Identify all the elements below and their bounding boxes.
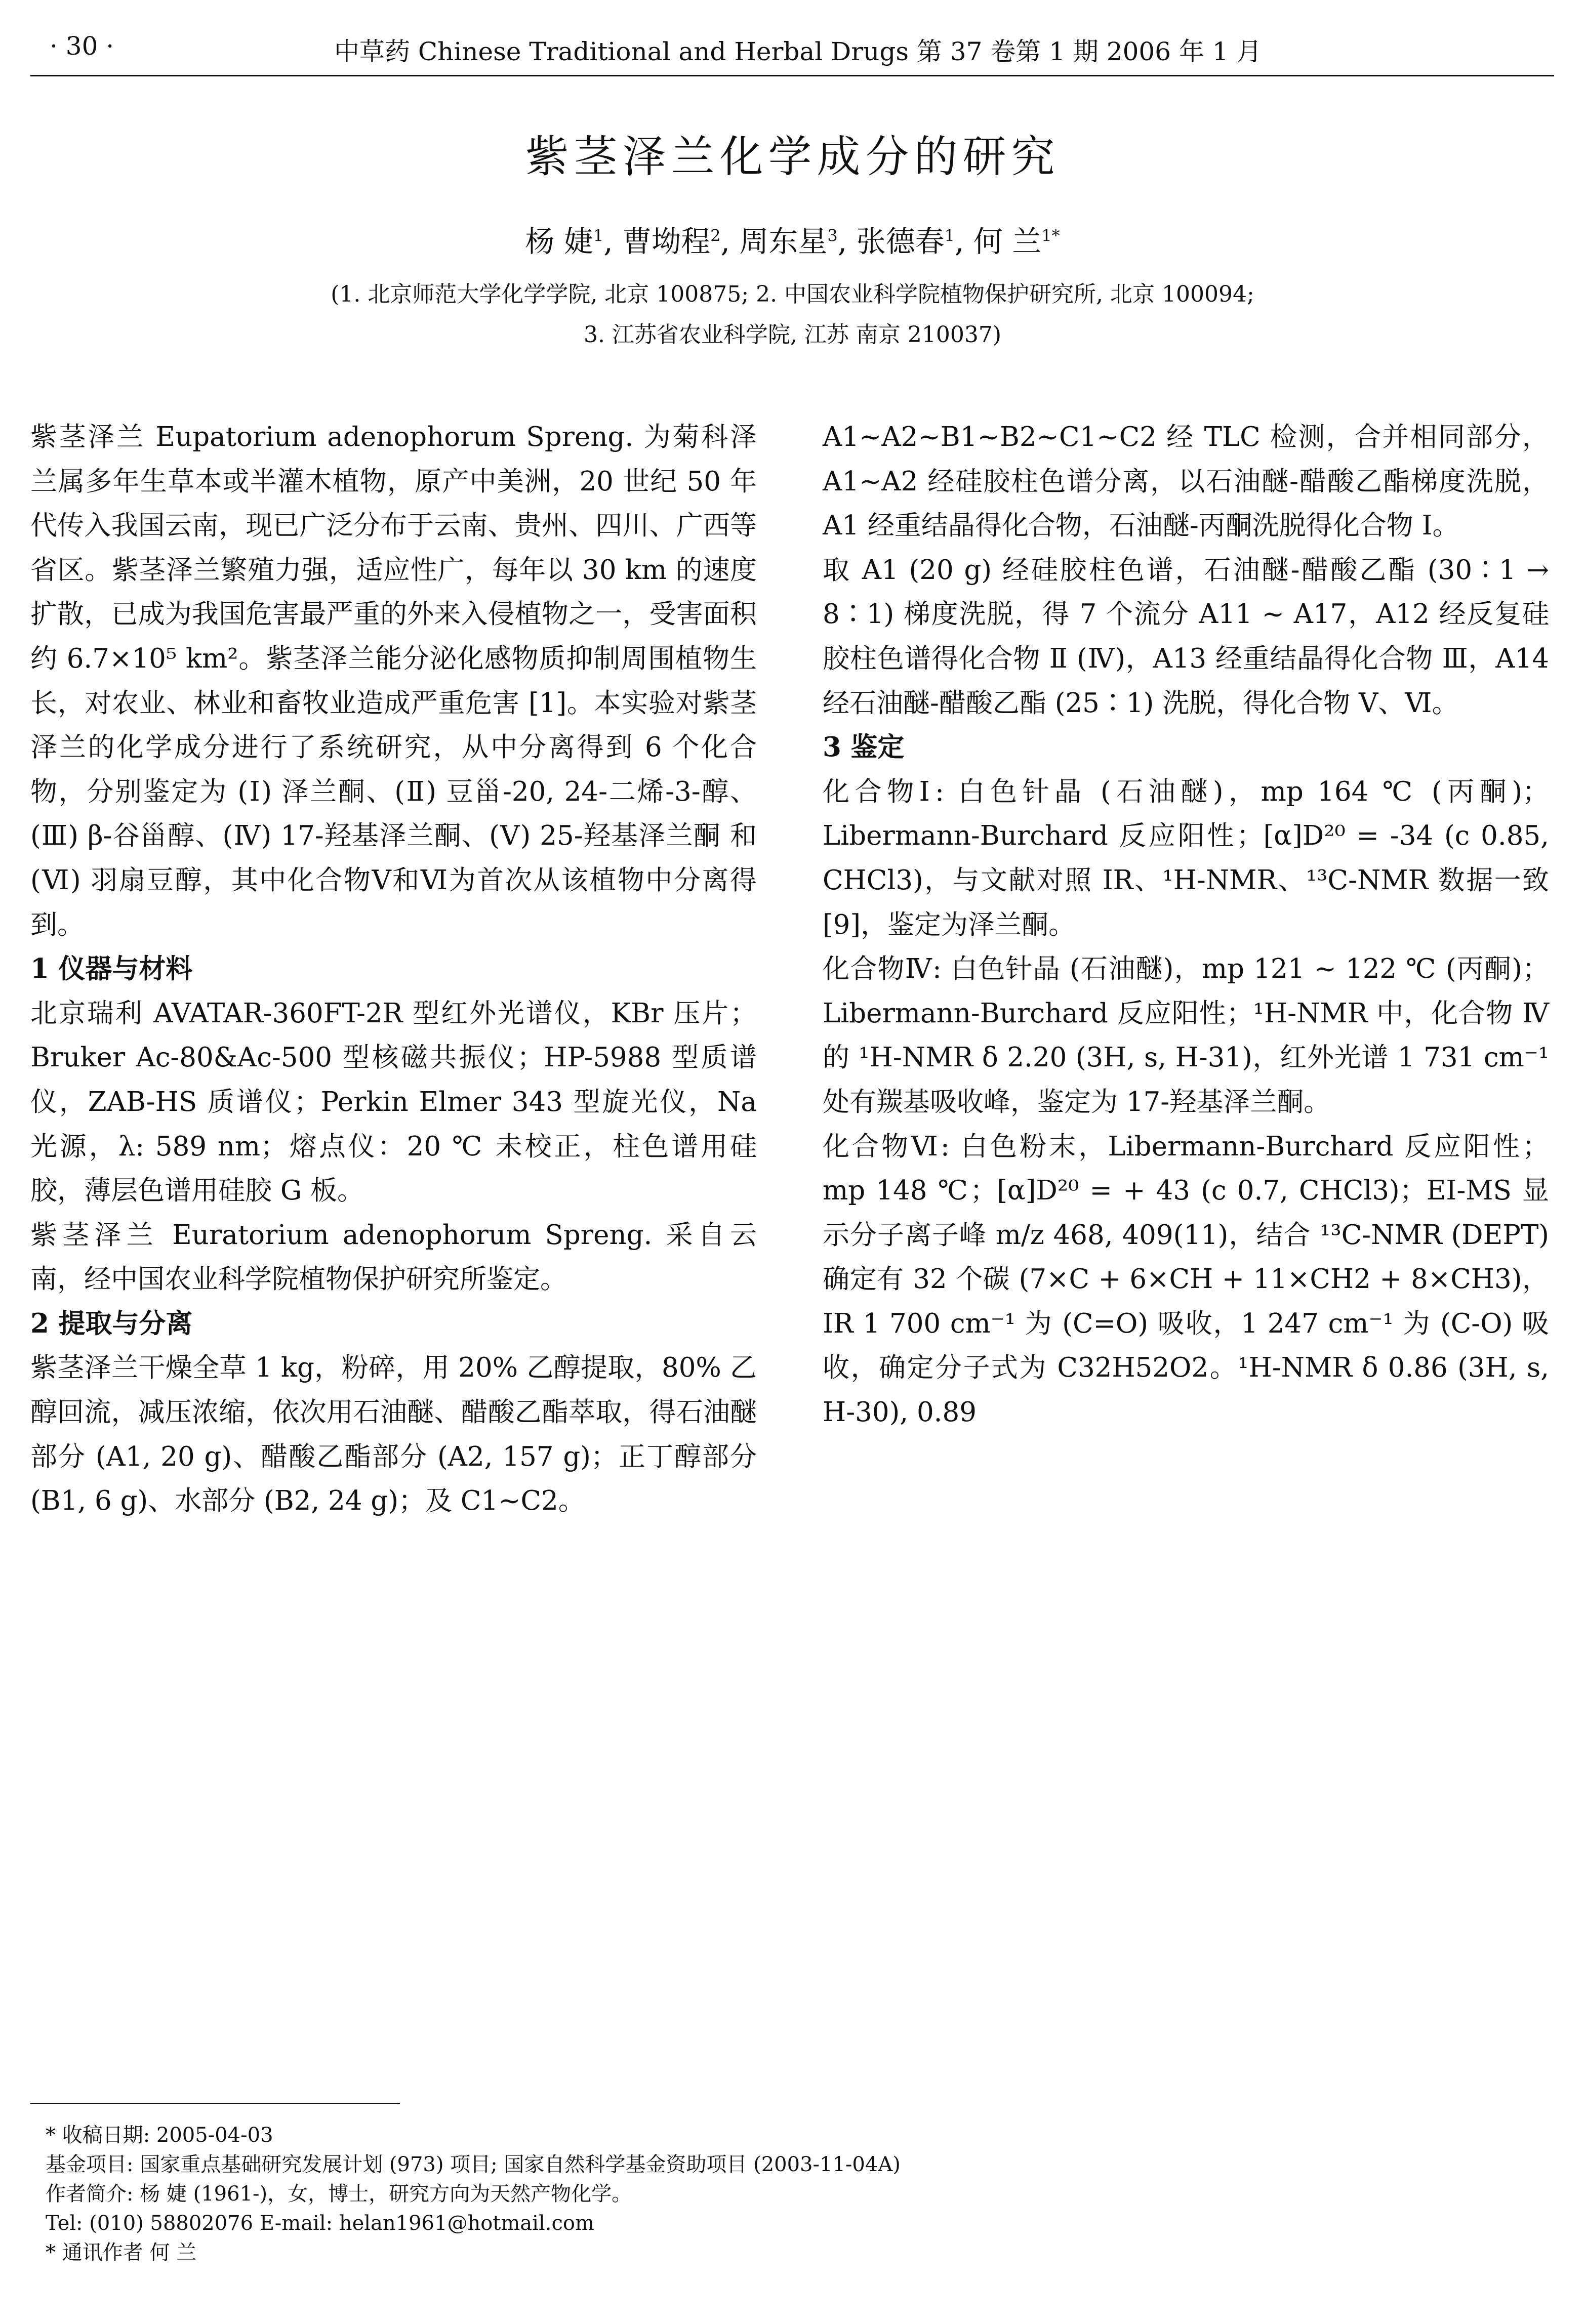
author-name: 张德春	[856, 224, 945, 259]
footnote-received: * 收稿日期: 2005-04-03	[46, 2124, 273, 2147]
section-heading: 1 仪器与材料	[30, 953, 193, 985]
page-number: · 30 ·	[50, 31, 114, 61]
author-affiliation-mark: 1	[944, 226, 955, 245]
affiliation-line: 3. 江苏省农业科学院, 江苏 南京 210037)	[583, 322, 1002, 348]
body-paragraph: 化合物Ⅳ: 白色针晶 (石油醚)，mp 121 ~ 122 ℃ (丙酮)；Libermann-Burchard 反应阳性；¹H-NMR 中，化合物 Ⅳ 的 ¹H-NMR δ 2.20 (3H, s, H-31)，红外光谱 1 731 cm⁻¹ 处有羰基吸收峰，鉴定为 17-羟基泽兰酮。	[823, 953, 1549, 1117]
author-name: 周东星	[739, 224, 828, 259]
author-name: 何 兰	[973, 224, 1042, 259]
author-list: 杨 婕$^1$, 曹坳程$^2$, 周东星$^3$, 张德春$^1$, 何 兰$^{1*}$	[525, 224, 1060, 259]
affiliation-line: (1. 北京师范大学化学学院, 北京 100875; 2. 中国农业科学院植物保护研究所, 北京 100094;	[331, 281, 1254, 307]
body-paragraph: 紫茎泽兰干燥全草 1 kg，粉碎，用 20% 乙醇提取，80% 乙醇回流，减压浓缩，依次用石油醚、醋酸乙酯萃取，得石油醚部分 (A1, 20 g)、醋酸乙酯部分 (A2, 157 g)；正丁醇部分 (B1, 6 g)、水部分 (B2, 24 g)；及 C1~C2。	[30, 1352, 757, 1517]
section-heading: 3 鉴定	[823, 731, 905, 763]
right-column	[823, 415, 1549, 1435]
footnote-corresponding: * 通讯作者 何 兰	[46, 2241, 197, 2264]
body-paragraph: 北京瑞利 AVATAR-360FT-2R 型红外光谱仪，KBr 压片；Bruker Ac-80&Ac-500 型核磁共振仪；HP-5988 型质谱仪，ZAB-HS 质谱仪；Perkin Elmer 343 型旋光仪，Na 光源，λ: 589 nm；熔点仪：20 ℃ 未校正，柱色谱用硅胶，薄层色谱用硅胶 G 板。	[30, 998, 757, 1207]
body-paragraph: A1~A2~B1~B2~C1~C2 经 TLC 检测，合并相同部分，A1~A2 经硅胶柱色谱分离，以石油醚-醋酸乙酯梯度洗脱，A1 经重结晶得化合物，石油醚-丙酮洗脱得化合物 Ⅰ。	[823, 422, 1549, 542]
footnote-rule	[30, 2103, 400, 2104]
body-paragraph: 化合物Ⅵ: 白色粉末，Libermann-Burchard 反应阳性；mp 148 ℃；[α]D²⁰ = + 43 (c 0.7, CHCl3)；EI-MS 显示分子离子峰 m/z 468, 409(11)，结合 ¹³C-NMR (DEPT) 确定有 32 个碳 (7×C + 6×CH + 11×CH2 + 8×CH3)，IR 1 700 cm⁻¹ 为 (C=O) 吸收，1 247 cm⁻¹ 为 (C-O) 吸收，确定分子式为 C32H52O2。¹H-NMR δ 0.86 (3H, s, H-30), 0.89	[823, 1131, 1549, 1428]
footnote-fund: 基金项目: 国家重点基础研究发展计划 (973) 项目; 国家自然科学基金资助项目 (2003-11-04A)	[46, 2153, 901, 2176]
left-column	[30, 415, 757, 1523]
running-header: 中草药 Chinese Traditional and Herbal Drugs 第 37 卷第 1 期 2006 年 1 月	[334, 37, 1262, 66]
footnotes	[46, 2121, 1463, 2267]
author-affiliation-mark: 3	[827, 226, 838, 245]
author-name: 杨 婕	[525, 224, 593, 259]
body-paragraph: 紫茎泽兰 Eupatorium adenophorum Spreng. 为菊科泽兰属多年生草本或半灌木植物，原产中美洲，20 世纪 50 年代传入我国云南，现已广泛分布于云南、贵州、四川、广西等省区。紫茎泽兰繁殖力强，适应性广，每年以 30 km 的速度扩散，已成为我国危害最严重的外来入侵植物之一，受害面积约 6.7×10⁵ km²。紫茎泽兰能分泌化感物质抑制周围植物生长，对农业、林业和畜牧业造成严重危害 [1]。本实验对紫茎泽兰的化学成分进行了系统研究，从中分离得到 6 个化合物，分别鉴定为 (Ⅰ) 泽兰酮、(Ⅱ) 豆甾-20, 24-二烯-3-醇、(Ⅲ) β-谷甾醇、(Ⅳ) 17-羟基泽兰酮、(Ⅴ) 25-羟基泽兰酮 和 (Ⅵ) 羽扇豆醇，其中化合物Ⅴ和Ⅵ为首次从该植物中分离得到。	[30, 422, 757, 940]
author-affiliation-mark: 1	[593, 226, 604, 245]
footnote-contact: Tel: (010) 58802076 E-mail: helan1961@hotmail.com	[46, 2212, 594, 2235]
author-name: 曹坳程	[622, 224, 711, 259]
author-affiliation-mark: 1*	[1041, 226, 1060, 245]
footnote-bio: 作者简介: 杨 婕 (1961-)，女，博士，研究方向为天然产物化学。	[46, 2182, 632, 2206]
section-heading: 2 提取与分离	[30, 1307, 193, 1339]
author-affiliation-mark: 2	[710, 226, 721, 245]
body-paragraph: 紫茎泽兰 Euratorium adenophorum Spreng. 采自云南，经中国农业科学院植物保护研究所鉴定。	[30, 1219, 757, 1295]
article-title: 紫茎泽兰化学成分的研究	[525, 132, 1060, 182]
body-paragraph: 取 A1 (20 g) 经硅胶柱色谱，石油醚-醋酸乙酯 (30∶1 → 8∶1) 梯度洗脱，得 7 个流分 A11 ~ A17，A12 经反复硅胶柱色谱得化合物 Ⅱ (Ⅳ)，A13 经重结晶得化合物 Ⅲ，A14 经石油醚-醋酸乙酯 (25∶1) 洗脱，得化合物 Ⅴ、Ⅵ。	[823, 554, 1549, 719]
body-paragraph: 化合物Ⅰ: 白色针晶 (石油醚)，mp 164 ℃ (丙酮)；Libermann-Burchard 反应阳性；[α]D²⁰ = -34 (c 0.85, CHCl3)，与文献对照 IR、¹H-NMR、¹³C-NMR 数据一致 [9]，鉴定为泽兰酮。	[823, 776, 1549, 940]
header-rule	[30, 75, 1554, 76]
